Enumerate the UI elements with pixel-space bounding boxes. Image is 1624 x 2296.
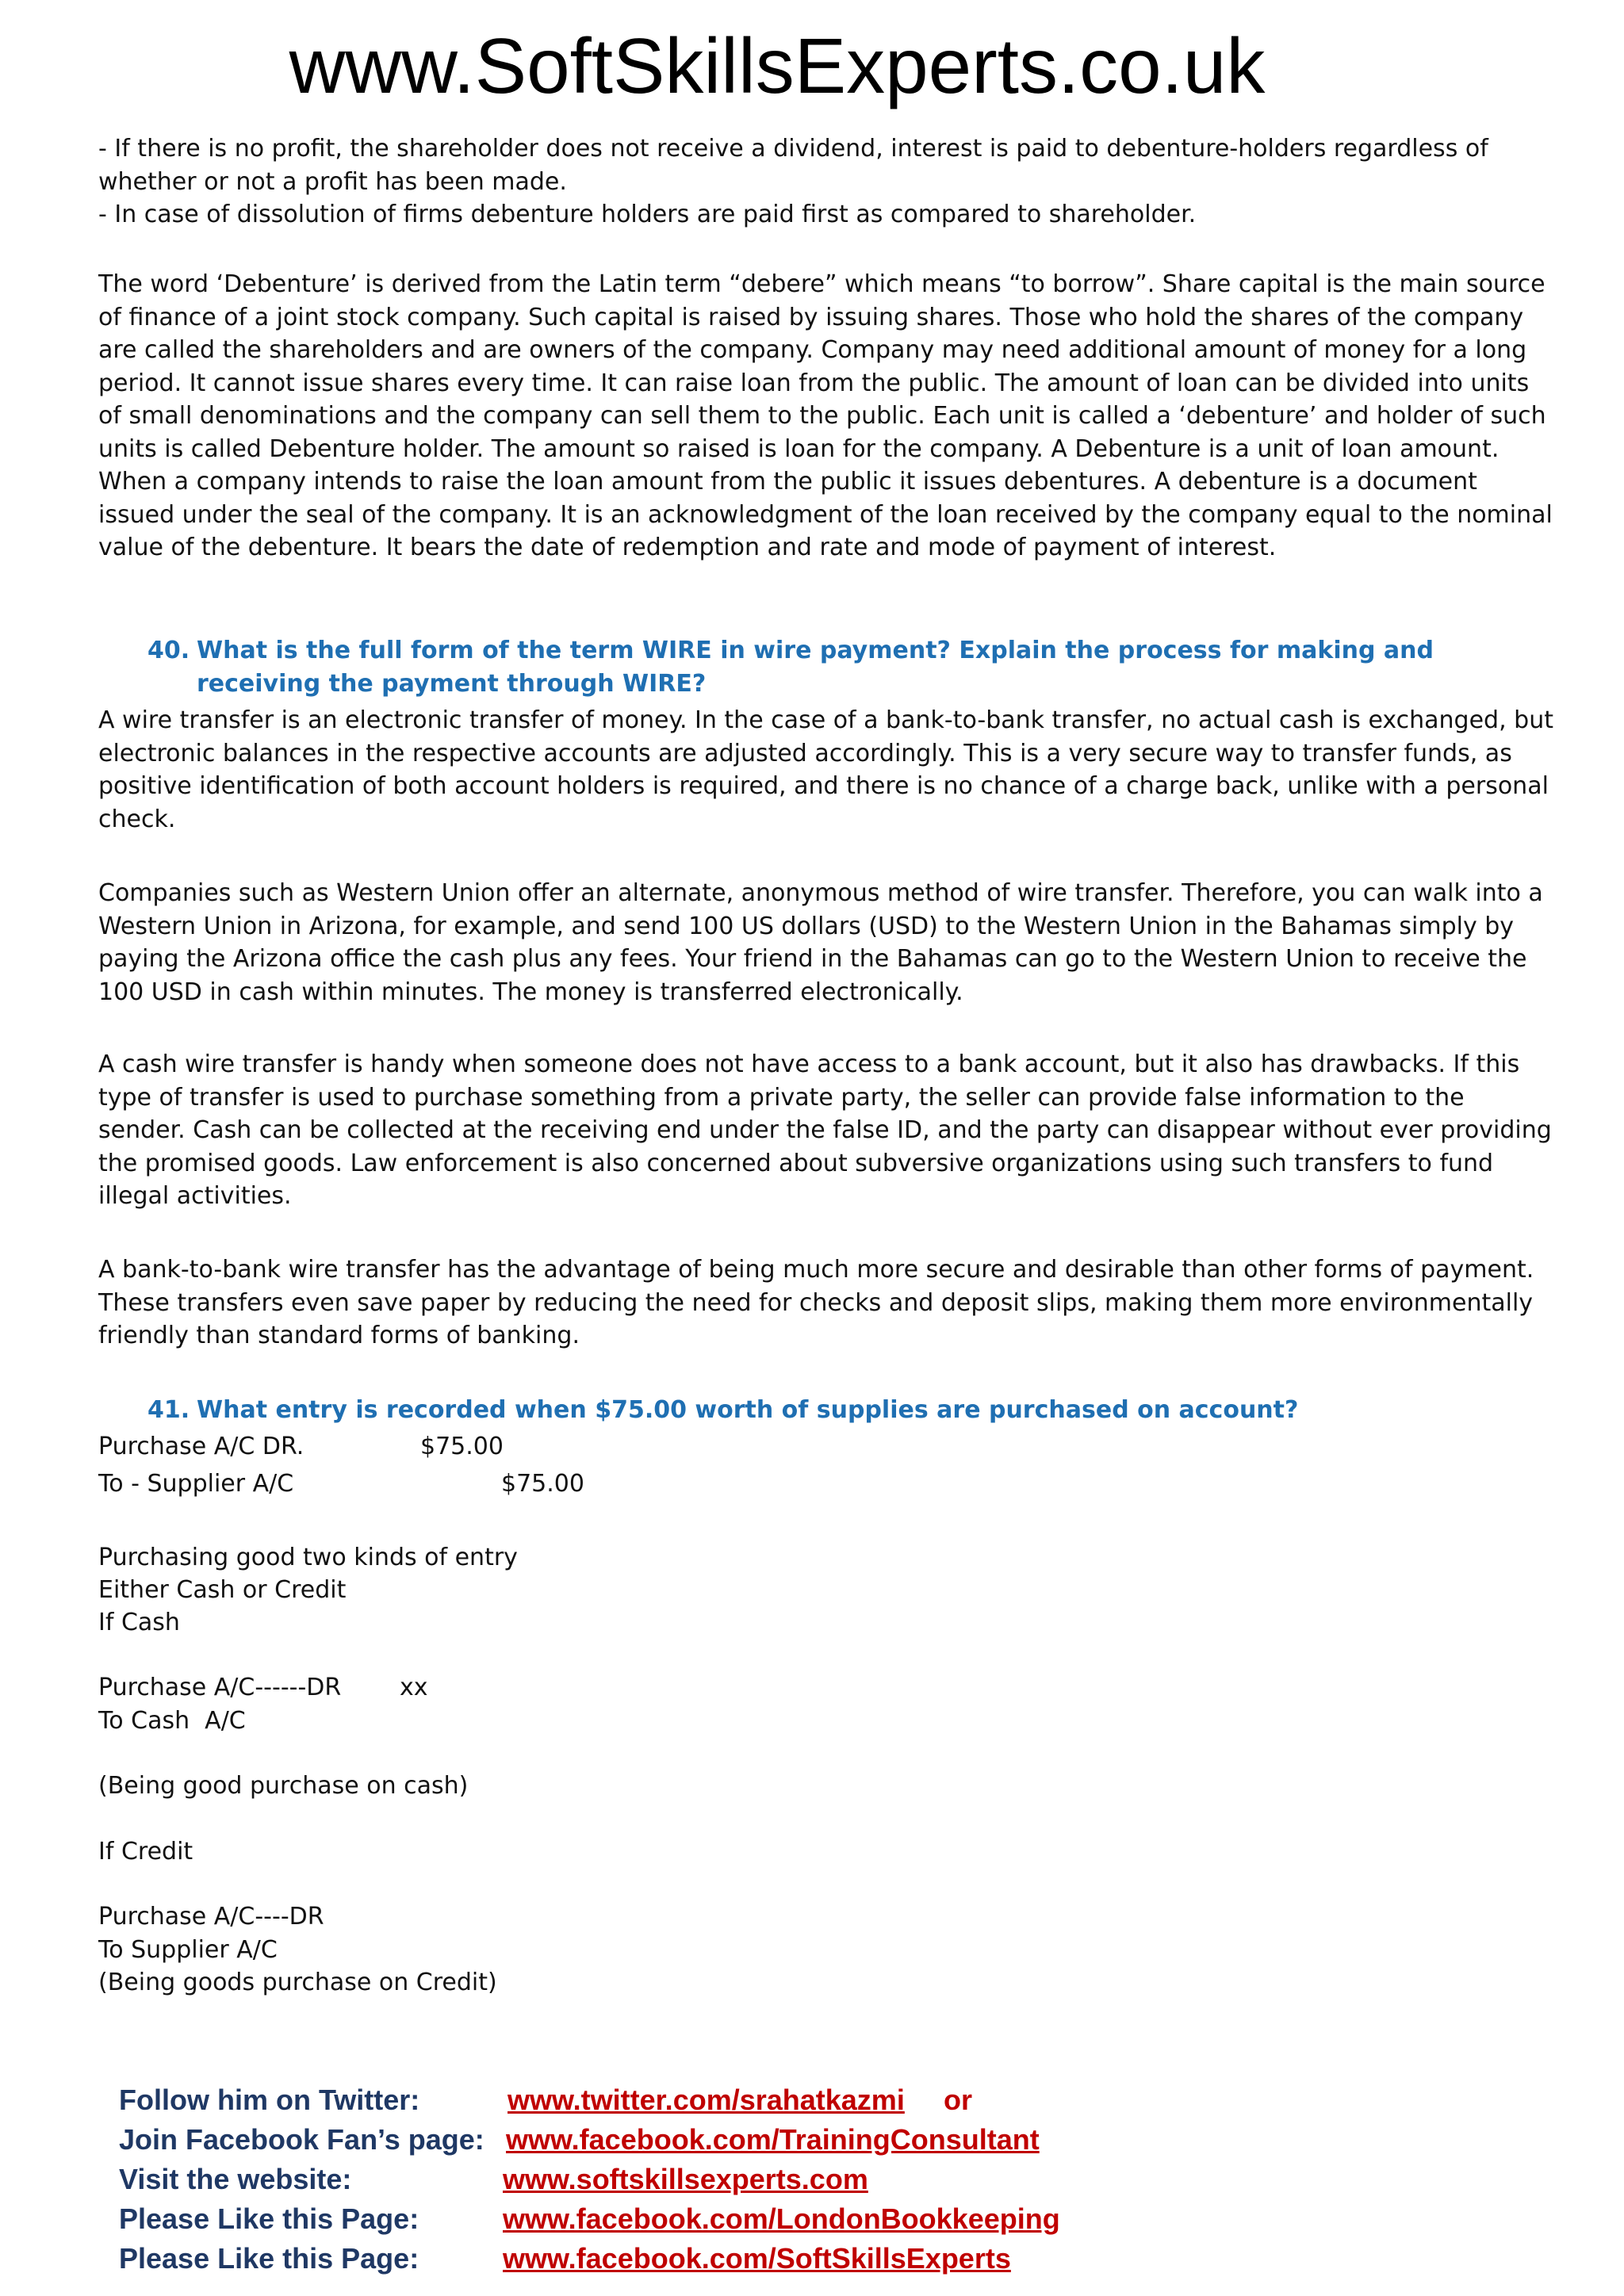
footer-label: Visit the website: (119, 2163, 352, 2195)
wire-paragraph-4: A bank-to-bank wire transfer has the advantage of being much more secure and desirable than other forms of payment. These transfers even save paper by reducing the need for checks and deposit slips, making them more environmentally friendly than standard forms of banking. (98, 1256, 1534, 1349)
wire-paragraph-2: Companies such as Western Union offer an alternate, anonymous method of wire transfer. Therefore, you can walk into a Western Union in Arizona, for example, and send 100 US dollars (USD) to the Western Union in the Bahamas simply by paying the Arizona office the cash plus any fees. Your friend in the Bahamas can go to the Western Union to receive the 100 USD in cash within minutes. The money is transferred electronically. (98, 879, 1543, 1006)
credit-heading: If Credit (98, 1838, 193, 1866)
entry-credit-amount: $75.00 (501, 1470, 584, 1498)
footer-row-softskills (119, 2242, 1546, 2282)
footer-links (119, 2084, 1546, 2282)
footer-label: Join Facebook Fan’s page: (119, 2123, 485, 2156)
credit-credit-line: To Supplier A/C (98, 1936, 278, 1964)
credit-narration: (Being goods purchase on Credit) (98, 1969, 497, 1996)
question-41-text: What entry is recorded when $75.00 worth of supplies are purchased on account? (197, 1396, 1299, 1424)
question-41-number: 41. (147, 1396, 190, 1424)
question-40-heading (147, 634, 1511, 698)
question-40-text: What is the full form of the term WIRE in wire payment? Explain the process for making and receiving the payment through WIRE? (197, 637, 1434, 698)
footer-or-text: or (944, 2084, 972, 2116)
entry-debit-label: Purchase A/C DR. (98, 1433, 304, 1460)
facebook-fan-link[interactable]: www.facebook.com/TrainingConsultant (506, 2123, 1040, 2156)
intro-bullet-1: - If there is no profit, the shareholder does not receive a dividend, interest is paid to debenture-holders regardless of whether or not a profit has been made. (98, 135, 1488, 196)
cash-credit-line: To Cash A/C (98, 1707, 246, 1735)
softskills-facebook-link[interactable]: www.facebook.com/SoftSkillsExperts (503, 2242, 1011, 2275)
wire-paragraph-3: A cash wire transfer is handy when someone does not have access to a bank account, but it also has drawbacks. If this type of transfer is used to purchase something from a private party, the seller can provide false information to the sender. Cash can be collected at the receiving end under the false ID, and the party can disappear without ever providing the promised goods. Law enforcement is also concerned about subversive organizations using such transfers to fund illegal activities. (98, 1050, 1552, 1210)
cash-debit-line: Purchase A/C------DR (98, 1674, 342, 1701)
footer-row-twitter (119, 2084, 1546, 2123)
footer-label: Please Like this Page: (119, 2202, 419, 2235)
question-41-heading (147, 1394, 1511, 1427)
twitter-link[interactable]: www.twitter.com/srahatkazmi (508, 2084, 905, 2116)
entry-note-3: If Cash (98, 1609, 180, 1636)
entry-debit-amount: $75.00 (420, 1433, 504, 1460)
footer-row-london-bookkeeping (119, 2202, 1546, 2242)
footer-row-website (119, 2163, 1546, 2202)
intro-bullet-2: - In case of dissolution of firms debenture holders are paid first as compared to shareholder. (98, 201, 1197, 228)
entry-note-2: Either Cash or Credit (98, 1576, 347, 1604)
debenture-paragraph: The word ‘Debenture’ is derived from the Latin term “debere” which means “to borrow”. Share capital is the main source of finance of a joint stock company. Such capital is raised by issuing shares. Those who hold the shares of the company are called the shareholders and are owners of the company. Company may need additional amount of money for a long period. It cannot issue shares every time. It can raise loan from the public. The amount of loan can be divided into units of small denominations and the company can sell them to the public. Each unit is called a ‘debenture’ and holder of such units is called Debenture holder. The amount so raised is loan for the company. A Debenture is a unit of loan amount. When a company intends to raise the loan amount from the public it issues debentures. A debenture is a document issued under the seal of the company. It is an acknowledgment of the loan received by the company equal to the nominal value of the debenture. It bears the date of redemption and rate and mode of payment of interest. (98, 270, 1553, 561)
footer-label: Follow him on Twitter: (119, 2084, 420, 2116)
question-40-number: 40. (147, 637, 190, 664)
site-title: www.SoftSkillsExperts.co.uk (289, 22, 1266, 109)
website-link[interactable]: www.softskillsexperts.com (503, 2163, 868, 2195)
cash-narration: (Being good purchase on cash) (98, 1772, 469, 1800)
cash-amount: xx (400, 1674, 428, 1701)
entry-credit-label: To - Supplier A/C (98, 1470, 294, 1498)
entry-note-1: Purchasing good two kinds of entry (98, 1544, 518, 1571)
london-bookkeeping-link[interactable]: www.facebook.com/LondonBookkeeping (503, 2202, 1060, 2235)
footer-label: Please Like this Page: (119, 2242, 419, 2275)
credit-debit-line: Purchase A/C----DR (98, 1903, 324, 1931)
wire-paragraph-1: A wire transfer is an electronic transfer of money. In the case of a bank-to-bank transfer, no actual cash is exchanged, but electronic balances in the respective accounts are adjusted accordingly. This is a very secure way to transfer funds, as positive identification of both account holders is required, and there is no chance of a charge back, unlike with a personal check. (98, 706, 1553, 833)
footer-row-facebook-fan (119, 2123, 1546, 2163)
